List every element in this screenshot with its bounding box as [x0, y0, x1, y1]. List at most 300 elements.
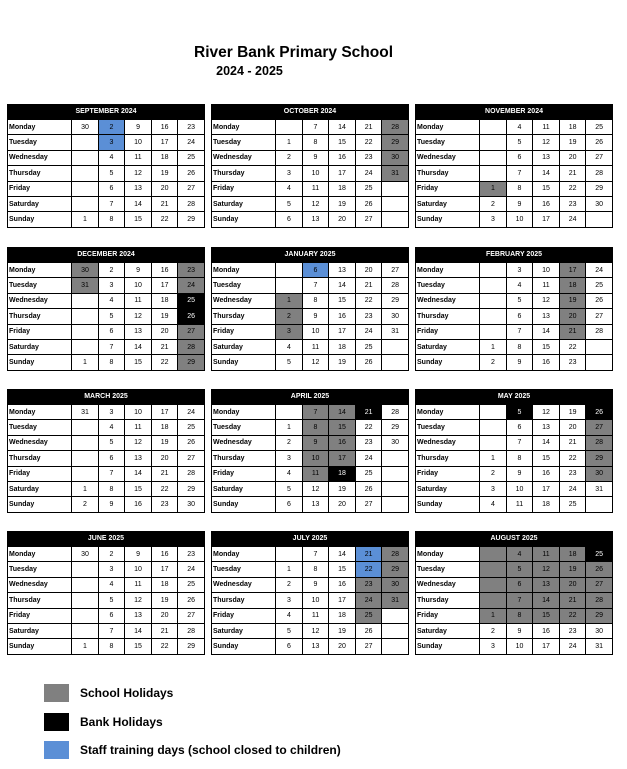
date-cell: 1 [480, 181, 507, 196]
weekday-row [8, 196, 205, 211]
weekday-label: Wednesday [416, 435, 480, 450]
date-cell: 5 [98, 166, 125, 181]
date-cell: 24 [355, 593, 382, 608]
date-cell: 24 [586, 263, 613, 278]
month-block [415, 531, 613, 655]
weekday-row [8, 166, 205, 181]
weekday-row [212, 593, 409, 608]
weekday-label: Tuesday [416, 135, 480, 150]
date-cell: 23 [559, 355, 586, 370]
date-cell: 19 [559, 135, 586, 150]
date-cell: 26 [178, 309, 205, 324]
date-cell: 17 [151, 405, 178, 420]
academic-year: 2024 - 2025 [216, 64, 283, 78]
date-cell: 28 [178, 623, 205, 638]
date-cell: 18 [151, 150, 178, 165]
date-cell: 17 [151, 278, 178, 293]
date-cell: 10 [533, 263, 560, 278]
date-cell: 17 [151, 135, 178, 150]
date-cell: 10 [125, 562, 152, 577]
month-block [7, 531, 205, 655]
school-holiday-swatch [44, 684, 69, 702]
date-cell: 1 [480, 451, 507, 466]
date-cell: 10 [302, 324, 329, 339]
date-cell: 1 [72, 355, 99, 370]
date-cell: 29 [586, 181, 613, 196]
date-cell: 6 [98, 608, 125, 623]
date-cell: 5 [98, 309, 125, 324]
weekday-label: Saturday [416, 623, 480, 638]
date-cell: 21 [151, 623, 178, 638]
weekday-label: Saturday [416, 481, 480, 496]
date-cell: 17 [533, 212, 560, 227]
weekday-label: Sunday [212, 497, 276, 512]
date-cell: 22 [151, 355, 178, 370]
date-cell [382, 497, 409, 512]
date-cell: 13 [533, 420, 560, 435]
date-cell: 5 [276, 355, 303, 370]
date-cell: 8 [506, 339, 533, 354]
date-cell: 31 [382, 324, 409, 339]
date-cell: 3 [276, 451, 303, 466]
date-cell: 2 [276, 577, 303, 592]
date-cell [276, 405, 303, 420]
date-cell: 16 [151, 547, 178, 562]
date-cell [72, 562, 99, 577]
month-table [415, 119, 613, 228]
weekday-label: Monday [416, 547, 480, 562]
weekday-row [8, 135, 205, 150]
date-cell: 24 [559, 639, 586, 654]
date-cell: 20 [559, 150, 586, 165]
month-title: JULY 2025 [211, 531, 409, 546]
date-cell: 27 [355, 497, 382, 512]
date-cell [72, 166, 99, 181]
date-cell: 19 [329, 623, 356, 638]
weekday-label: Saturday [8, 623, 72, 638]
weekday-row [416, 562, 613, 577]
month-table [211, 546, 409, 655]
date-cell: 4 [98, 150, 125, 165]
weekday-row [212, 623, 409, 638]
weekday-label: Friday [8, 466, 72, 481]
date-cell: 16 [329, 150, 356, 165]
weekday-label: Tuesday [8, 278, 72, 293]
weekday-row [416, 497, 613, 512]
weekday-row [8, 181, 205, 196]
date-cell: 4 [276, 608, 303, 623]
date-cell: 9 [506, 196, 533, 211]
date-cell [480, 263, 507, 278]
date-cell: 29 [382, 135, 409, 150]
date-cell [586, 355, 613, 370]
weekday-label: Tuesday [212, 278, 276, 293]
weekday-label: Sunday [8, 497, 72, 512]
date-cell [72, 623, 99, 638]
date-cell: 20 [151, 608, 178, 623]
weekday-label: Saturday [416, 196, 480, 211]
date-cell: 14 [329, 405, 356, 420]
date-cell: 8 [98, 639, 125, 654]
date-cell: 6 [276, 497, 303, 512]
date-cell: 31 [586, 481, 613, 496]
date-cell: 27 [178, 181, 205, 196]
weekday-row [212, 451, 409, 466]
date-cell: 15 [329, 562, 356, 577]
date-cell: 19 [559, 293, 586, 308]
date-cell: 23 [355, 577, 382, 592]
weekday-label: Wednesday [8, 435, 72, 450]
weekday-label: Saturday [416, 339, 480, 354]
date-cell: 7 [98, 623, 125, 638]
weekday-label: Tuesday [212, 135, 276, 150]
date-cell: 4 [98, 577, 125, 592]
date-cell [480, 405, 507, 420]
date-cell: 25 [559, 497, 586, 512]
date-cell [480, 293, 507, 308]
weekday-row [416, 263, 613, 278]
weekday-row [8, 309, 205, 324]
date-cell: 1 [72, 481, 99, 496]
date-cell: 10 [302, 451, 329, 466]
date-cell: 20 [151, 181, 178, 196]
weekday-row [8, 212, 205, 227]
date-cell: 6 [98, 451, 125, 466]
date-cell: 24 [178, 135, 205, 150]
month-block [7, 389, 205, 513]
date-cell: 7 [506, 166, 533, 181]
date-cell: 27 [178, 608, 205, 623]
weekday-label: Thursday [212, 309, 276, 324]
weekday-row [416, 547, 613, 562]
weekday-label: Thursday [416, 309, 480, 324]
weekday-label: Monday [212, 120, 276, 135]
date-cell: 2 [98, 547, 125, 562]
date-cell: 22 [355, 562, 382, 577]
date-cell: 16 [329, 577, 356, 592]
date-cell: 17 [559, 263, 586, 278]
date-cell: 24 [178, 405, 205, 420]
date-cell [480, 309, 507, 324]
date-cell: 11 [125, 420, 152, 435]
date-cell [480, 150, 507, 165]
date-cell: 22 [559, 339, 586, 354]
month-title: SEPTEMBER 2024 [7, 104, 205, 119]
date-cell: 4 [480, 497, 507, 512]
date-cell: 20 [355, 263, 382, 278]
date-cell: 2 [480, 466, 507, 481]
date-cell: 20 [329, 497, 356, 512]
weekday-row [212, 481, 409, 496]
date-cell: 6 [506, 309, 533, 324]
weekday-row [212, 639, 409, 654]
date-cell: 13 [125, 324, 152, 339]
weekday-label: Sunday [416, 212, 480, 227]
date-cell: 19 [329, 481, 356, 496]
weekday-row [416, 639, 613, 654]
date-cell: 19 [329, 196, 356, 211]
date-cell: 3 [480, 639, 507, 654]
date-cell: 25 [355, 466, 382, 481]
date-cell: 21 [355, 278, 382, 293]
weekday-row [212, 562, 409, 577]
weekday-label: Saturday [212, 481, 276, 496]
weekday-label: Friday [416, 324, 480, 339]
date-cell: 31 [72, 405, 99, 420]
date-cell: 22 [151, 212, 178, 227]
date-cell: 31 [382, 166, 409, 181]
date-cell: 17 [533, 481, 560, 496]
date-cell: 8 [506, 181, 533, 196]
date-cell: 3 [276, 593, 303, 608]
date-cell: 22 [151, 639, 178, 654]
month-table [211, 262, 409, 371]
date-cell: 1 [480, 608, 507, 623]
weekday-label: Saturday [212, 196, 276, 211]
date-cell: 7 [302, 405, 329, 420]
weekday-row [416, 196, 613, 211]
date-cell: 29 [382, 420, 409, 435]
date-cell: 10 [302, 593, 329, 608]
month-table [7, 262, 205, 371]
date-cell: 22 [151, 481, 178, 496]
weekday-label: Thursday [8, 593, 72, 608]
date-cell: 26 [355, 623, 382, 638]
date-cell: 22 [559, 181, 586, 196]
date-cell: 20 [559, 309, 586, 324]
date-cell: 14 [125, 196, 152, 211]
weekday-label: Tuesday [212, 562, 276, 577]
weekday-label: Sunday [212, 355, 276, 370]
date-cell: 3 [506, 263, 533, 278]
date-cell: 12 [302, 623, 329, 638]
date-cell: 18 [329, 181, 356, 196]
date-cell: 4 [276, 339, 303, 354]
date-cell: 24 [559, 481, 586, 496]
date-cell: 1 [276, 562, 303, 577]
month-block [7, 247, 205, 371]
date-cell: 14 [329, 278, 356, 293]
date-cell: 6 [506, 577, 533, 592]
date-cell [382, 212, 409, 227]
date-cell: 12 [125, 435, 152, 450]
weekday-label: Thursday [416, 593, 480, 608]
weekday-row [8, 435, 205, 450]
weekday-row [8, 547, 205, 562]
weekday-row [212, 196, 409, 211]
date-cell: 8 [302, 420, 329, 435]
date-cell: 7 [506, 435, 533, 450]
weekday-row [416, 135, 613, 150]
date-cell [72, 451, 99, 466]
date-cell: 24 [178, 562, 205, 577]
date-cell: 29 [586, 451, 613, 466]
weekday-row [8, 466, 205, 481]
staff-training-swatch [44, 741, 69, 759]
weekday-row [416, 339, 613, 354]
date-cell: 14 [533, 593, 560, 608]
date-cell: 16 [533, 623, 560, 638]
weekday-row [212, 263, 409, 278]
date-cell [586, 339, 613, 354]
date-cell: 19 [329, 355, 356, 370]
date-cell: 31 [72, 278, 99, 293]
date-cell: 11 [302, 608, 329, 623]
weekday-label: Thursday [8, 451, 72, 466]
legend-label: Staff training days (school closed to children) [80, 743, 341, 757]
date-cell: 2 [276, 435, 303, 450]
date-cell [72, 181, 99, 196]
weekday-label: Saturday [8, 339, 72, 354]
date-cell: 26 [355, 196, 382, 211]
weekday-row [212, 497, 409, 512]
date-cell: 31 [382, 593, 409, 608]
date-cell: 23 [178, 263, 205, 278]
weekday-label: Thursday [416, 166, 480, 181]
date-cell: 5 [98, 435, 125, 450]
date-cell: 18 [329, 466, 356, 481]
date-cell: 8 [506, 608, 533, 623]
month-table [211, 119, 409, 228]
date-cell: 14 [125, 623, 152, 638]
date-cell: 6 [506, 150, 533, 165]
date-cell: 3 [98, 135, 125, 150]
date-cell: 13 [533, 150, 560, 165]
date-cell: 9 [302, 435, 329, 450]
date-cell: 1 [72, 212, 99, 227]
date-cell: 8 [98, 355, 125, 370]
date-cell: 1 [276, 135, 303, 150]
date-cell: 21 [151, 466, 178, 481]
weekday-row [212, 547, 409, 562]
weekday-label: Saturday [212, 623, 276, 638]
date-cell: 6 [98, 181, 125, 196]
date-cell: 18 [559, 120, 586, 135]
month-block [211, 389, 409, 513]
weekday-row [416, 120, 613, 135]
date-cell: 18 [151, 293, 178, 308]
month-title: MAY 2025 [415, 389, 613, 404]
date-cell: 10 [302, 166, 329, 181]
date-cell: 13 [533, 577, 560, 592]
date-cell: 11 [533, 278, 560, 293]
date-cell: 22 [559, 451, 586, 466]
weekday-label: Sunday [212, 639, 276, 654]
date-cell: 3 [98, 405, 125, 420]
date-cell: 15 [533, 451, 560, 466]
weekday-row [212, 120, 409, 135]
date-cell: 5 [506, 135, 533, 150]
weekday-row [212, 466, 409, 481]
date-cell: 6 [276, 212, 303, 227]
date-cell: 28 [586, 166, 613, 181]
date-cell: 23 [151, 497, 178, 512]
date-cell: 23 [355, 150, 382, 165]
date-cell: 26 [355, 355, 382, 370]
date-cell: 30 [72, 263, 99, 278]
weekday-label: Thursday [8, 166, 72, 181]
date-cell: 11 [506, 497, 533, 512]
date-cell [480, 324, 507, 339]
month-table [415, 546, 613, 655]
date-cell: 25 [355, 181, 382, 196]
date-cell: 20 [151, 324, 178, 339]
date-cell: 31 [586, 639, 613, 654]
date-cell [382, 451, 409, 466]
weekday-row [416, 166, 613, 181]
weekday-row [212, 420, 409, 435]
date-cell: 6 [302, 263, 329, 278]
month-table [7, 546, 205, 655]
date-cell: 2 [480, 355, 507, 370]
date-cell: 2 [480, 196, 507, 211]
date-cell: 28 [586, 324, 613, 339]
weekday-label: Friday [8, 608, 72, 623]
date-cell: 12 [125, 593, 152, 608]
date-cell: 26 [586, 562, 613, 577]
weekday-label: Monday [416, 405, 480, 420]
weekday-row [212, 150, 409, 165]
weekday-row [416, 466, 613, 481]
month-title: DECEMBER 2024 [7, 247, 205, 262]
weekday-row [416, 150, 613, 165]
date-cell: 10 [506, 481, 533, 496]
date-cell [72, 420, 99, 435]
weekday-row [8, 278, 205, 293]
date-cell: 27 [586, 309, 613, 324]
date-cell: 2 [276, 309, 303, 324]
weekday-label: Thursday [212, 166, 276, 181]
weekday-row [8, 150, 205, 165]
date-cell: 12 [533, 562, 560, 577]
date-cell: 4 [276, 181, 303, 196]
date-cell [382, 181, 409, 196]
weekday-label: Monday [212, 405, 276, 420]
weekday-label: Tuesday [8, 135, 72, 150]
date-cell [382, 339, 409, 354]
date-cell: 26 [586, 293, 613, 308]
date-cell: 27 [178, 324, 205, 339]
weekday-row [416, 181, 613, 196]
date-cell: 20 [559, 577, 586, 592]
date-cell: 29 [178, 355, 205, 370]
weekday-label: Saturday [8, 481, 72, 496]
date-cell: 8 [302, 562, 329, 577]
date-cell: 29 [178, 481, 205, 496]
date-cell: 25 [178, 293, 205, 308]
date-cell: 24 [355, 324, 382, 339]
date-cell: 1 [276, 420, 303, 435]
date-cell: 7 [302, 278, 329, 293]
month-table [415, 262, 613, 371]
weekday-label: Wednesday [416, 577, 480, 592]
month-title: MARCH 2025 [7, 389, 205, 404]
date-cell: 17 [329, 451, 356, 466]
date-cell: 6 [506, 420, 533, 435]
date-cell: 14 [125, 339, 152, 354]
date-cell [72, 466, 99, 481]
weekday-label: Tuesday [416, 420, 480, 435]
date-cell: 7 [98, 196, 125, 211]
date-cell: 14 [533, 166, 560, 181]
date-cell: 3 [480, 481, 507, 496]
month-title: FEBRUARY 2025 [415, 247, 613, 262]
date-cell: 23 [178, 547, 205, 562]
date-cell: 27 [355, 639, 382, 654]
date-cell: 28 [382, 278, 409, 293]
weekday-label: Monday [8, 547, 72, 562]
legend-item-school-holidays [44, 684, 404, 702]
